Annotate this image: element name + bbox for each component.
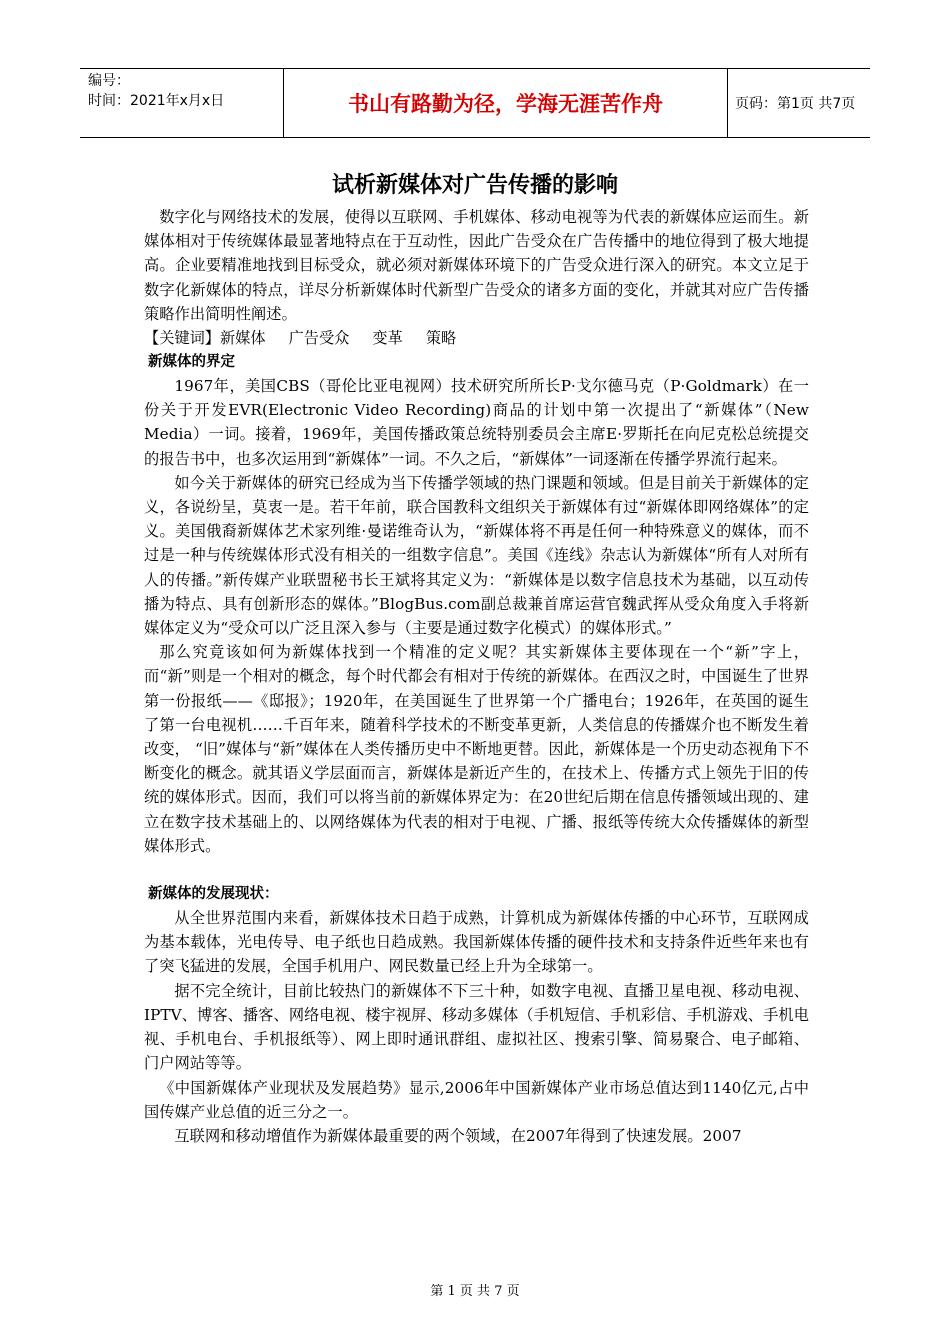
section-heading-definition: 新媒体的界定 bbox=[148, 354, 235, 371]
body-paragraph: 从全世界范围内来看，新媒体技术日趋于成熟，计算机成为新媒体传播的中心环节，互联网成为基本载体，光电传导、电子纸也日趋成熟。我国新媒体传播的硬件技术和支持条件近些年来也有了突飞猛进的发展，全国手机用户、网民数量已经上升为全球第一。 bbox=[144, 909, 809, 976]
keywords-label: 【关键词】新媒体 bbox=[144, 329, 266, 348]
document-title: 试析新媒体对广告传播的影响 bbox=[331, 173, 618, 198]
page-header bbox=[80, 68, 870, 138]
document-number-label: 编号： bbox=[88, 73, 130, 89]
body-paragraph: 《中国新媒体产业现状及发展趋势》显示,2006年中国新媒体产业市场总值达到1140亿元,占中国传媒产业总值的近三分之一。 bbox=[144, 1078, 809, 1121]
keyword-item: 广告受众 bbox=[288, 329, 350, 348]
abstract-paragraph: 数字化与网络技术的发展，使得以互联网、手机媒体、移动电视等为代表的新媒体应运而生。新媒体相对于传统媒体最显著地特点在于互动性，因此广告受众在广告传播中的地位得到了极大地提高。企业要精准地找到目标受众，就必须对新媒体环境下的广告受众进行深入的研究。本文立足于数字化新媒体的特点，详尽分析新媒体时代新型广告受众的诸多方面的变化，并就其对应广告传播策略作出简明性阐述。 bbox=[144, 208, 809, 323]
section-heading-status: 新媒体的发展现状： bbox=[148, 886, 279, 903]
header-page-info: 页码：第1页 共7页 bbox=[735, 96, 856, 112]
body-paragraph: 如今关于新媒体的研究已经成为当下传播学领域的热门课题和领域。但是目前关于新媒体的定义，各说纷呈，莫衷一是。若干年前，联合国教科文组织关于新媒体有过“新媒体即网络媒体”的定义。美国俄裔新媒体艺术家列维·曼诺维奇认为，“新媒体将不再是任何一种特殊意义的媒体，而不过是一种与传统媒体形式没有相关的一组数字信息”。美国《连线》杂志认为新媒体“所有人对所有人的传播。”新传媒产业联盟秘书长王斌将其定义为：“新媒体是以数字信息技术为基础，以互动传播为特点、具有创新形态的媒体。”BlogBus.com副总裁兼首席运营官魏武挥从受众角度入手将新媒体定义为“受众可以广泛且深入参与（主要是通过数字化模式）的媒体形式。” bbox=[144, 473, 809, 638]
keyword-item: 变革 bbox=[372, 329, 403, 348]
paragraph-spacer bbox=[144, 858, 809, 882]
body-paragraph: 据不完全统计，目前比较热门的新媒体不下三十种，如数字电视、直播卫星电视、移动电视、IPTV、博客、播客、网络电视、楼宇视屏、移动多媒体（手机短信、手机彩信、手机游戏、手机电视、手机电台、手机报纸等）、网上即时通讯群组、虚拟社区、搜索引擎、简易聚合、电子邮箱、门户网站等等。 bbox=[144, 981, 809, 1073]
body-paragraph: 那么究竟该如何为新媒体找到一个精准的定义呢？其实新媒体主要体现在一个“新”字上，而“新”则是一个相对的概念，每个时代都会有相对于传统的新媒体。在西汉之时，中国诞生了世界第一份报纸——《邸报》；1920年，在美国诞生了世界第一个广播电台；1926年，在英国的诞生了第一台电视机……千百年来，随着科学技术的不断变革更新，人类信息的传播媒介也不断发生着改变， “旧”媒体与“新”媒体在人类传播历史中不断地更替。因此，新媒体是一个历史动态视角下不断变化的概念。就其语义学层面而言，新媒体是新近产生的，在技术上、传播方式上领先于旧的传统的媒体形式。因而，我们可以将当前的新媒体界定为：在20世纪后期在信息传播领域出现的、建立在数字技术基础上的、以网络媒体为代表的相对于电视、广播、报纸等传统大众传播媒体的新型媒体形式。 bbox=[144, 643, 809, 855]
keyword-item: 策略 bbox=[425, 329, 457, 348]
header-meta bbox=[88, 71, 278, 111]
body-paragraph: 1967年，美国CBS（哥伦比亚电视网）技术研究所所长P·戈尔德马克（P·Goldmark）在一份关于开发EVR(Electronic Video Recording)商品的计划中第一次提出了“新媒体”（New Media）一词。接着，1969年，美国传播政策总统特别委员会主席E·罗斯托在向尼克松总统提交的报告书中，也多次运用到“新媒体”一词。不久之后，“新媒体”一词逐渐在传播学界流行起来。 bbox=[144, 377, 809, 468]
keywords-line bbox=[144, 326, 809, 350]
document-body bbox=[144, 205, 809, 1148]
body-paragraph: 互联网和移动增值作为新媒体最重要的两个领域，在2007年得到了快速发展。2007 bbox=[174, 1126, 742, 1145]
page-footer: 第 1 页 共 7 页 bbox=[430, 1284, 520, 1299]
document-date: 时间：2021年x月x日 bbox=[88, 93, 225, 109]
header-motto: 书山有路勤为径，学海无涯苦作舟 bbox=[283, 69, 728, 137]
